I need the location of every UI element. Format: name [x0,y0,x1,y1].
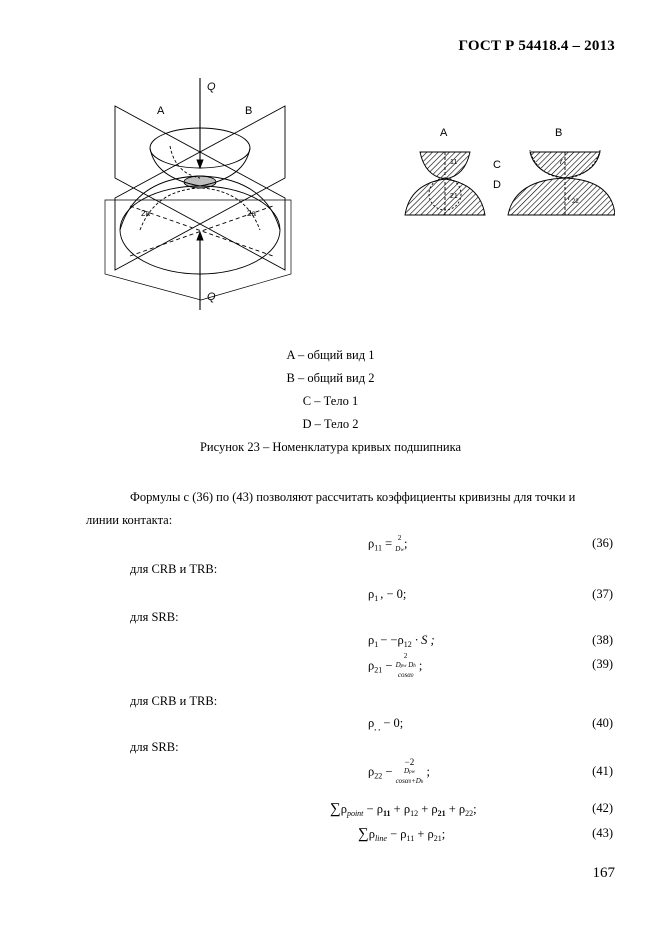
eq-number-43: (43) [592,826,613,840]
eq-number-39: (39) [592,657,613,671]
caption-a: A – общий вид 1 [286,348,375,362]
label-2a-left: 2a [141,209,150,218]
label-r11: 11 [450,159,458,166]
label-right-a: A [440,127,448,139]
label-q-bottom: Q [207,291,216,303]
formula-36: $\rho_{11}$ = 2 Dw; [368,534,408,553]
label-r22-sub: 22 [572,199,579,205]
caption-c: C – Тело 1 [302,394,359,408]
label-r21: 21 [450,193,458,200]
label-r22: r [568,193,571,202]
bearing-isometric-diagram [95,78,305,314]
label-right-b: B [555,127,563,139]
label-c: C [493,159,501,171]
label-b: B [245,105,253,117]
formula-41: $\rho_{22}$ − −2 Dpw cosα0+Dh ; [368,757,430,785]
label-srb-2: для SRB: [130,740,179,754]
curvature-section-diagram [400,122,615,222]
label-d: D [493,179,501,191]
standard-header: ГОСТ Р 54418.4 – 2013 [458,38,615,54]
caption-b: B – общий вид 2 [286,371,375,385]
eq-number-41: (41) [592,764,613,778]
caption-d: D – Тело 2 [302,417,359,431]
formula-38: $\rho_1 - -\rho_{12} \cdot S$ ; [368,633,435,649]
formula-43: $\sum\rho_{line} - \rho_{11} + \rho_{21}$; [358,826,446,843]
label-crb-trb-1: для CRB и TRB: [130,562,218,576]
label-r12: r [560,157,563,166]
label-a: A [157,105,165,117]
eq-number-36: (36) [592,536,613,550]
formula-39: $\rho_{21}$ − 2 Dpw Dh cosα0 ; [368,652,423,679]
intro-line-2: линии контакта: [86,513,173,527]
label-srb-1: для SRB: [130,610,179,624]
eq-number-40: (40) [592,716,613,730]
eq-number-37: (37) [592,587,613,601]
formula-37: $\rho_1$ , − 0; [368,587,407,603]
eq-number-42: (42) [592,801,613,815]
page-number: 167 [592,865,615,881]
formula-42: $\sum\rho_{point} - \rho_{11} + \rho_{12} + \rho_{21} + \rho_{22}$; [330,801,477,818]
label-q-top: Q [207,81,216,93]
figure-title: Рисунок 23 – Номенклатура кривых подшипника [199,440,462,454]
intro-line-1: Формулы с (36) по (43) позволяют рассчитать коэффициенты кривизны для точки и [130,490,576,504]
label-crb-trb-2: для CRB и TRB: [130,694,218,708]
eq-number-38: (38) [592,633,613,647]
formula-40: $\rho_{, ,} - 0$; [368,716,404,732]
label-2a-right: 2a [247,209,256,218]
